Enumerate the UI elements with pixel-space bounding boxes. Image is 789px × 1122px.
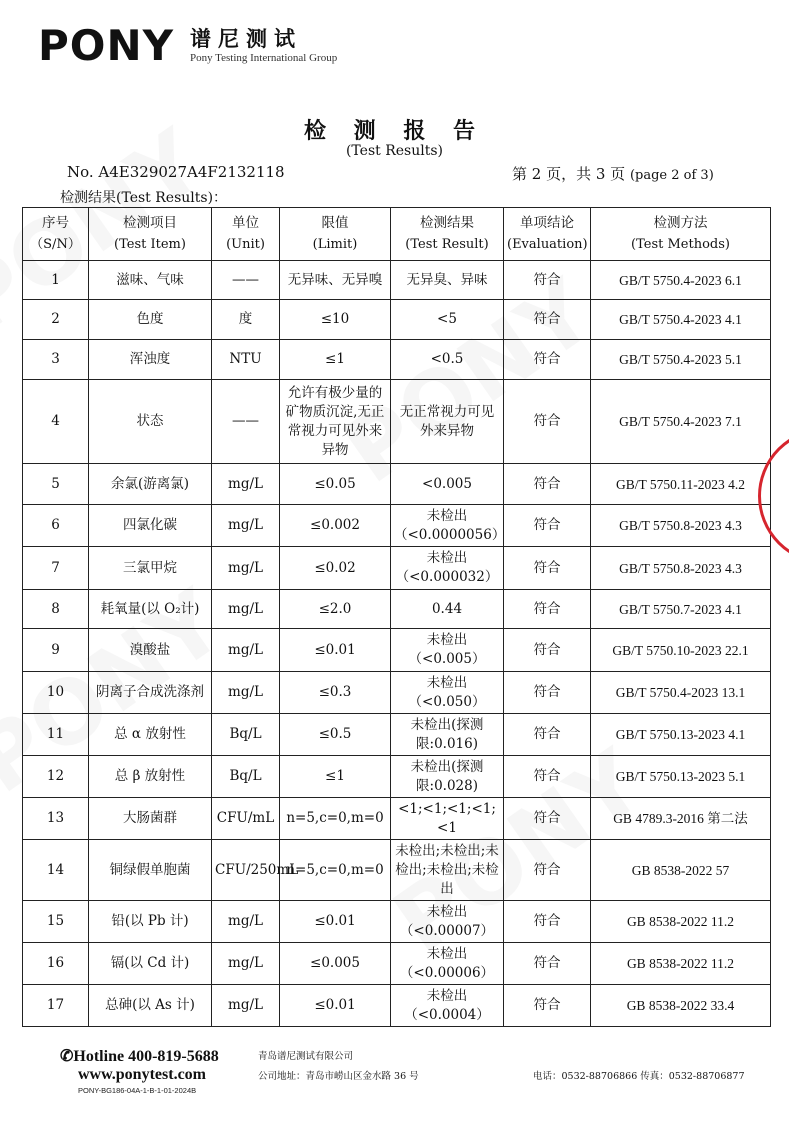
- cell-unit: CFU/250mL: [212, 840, 280, 901]
- cell-item: 状态: [89, 380, 212, 464]
- cell-item: 滋味、气味: [89, 261, 212, 300]
- cell-item: 余氯(游离氯): [89, 464, 212, 505]
- footer-phone: 电话：0532-88706866 传真：0532-88706877: [533, 1071, 745, 1082]
- cell-method: GB/T 5750.7-2023 4.1: [591, 590, 771, 629]
- footer-address: 公司地址：青岛市崂山区金水路 36 号: [258, 1071, 419, 1082]
- table-row: [23, 714, 771, 756]
- cell-item: 溴酸盐: [89, 629, 212, 672]
- table-row: [23, 901, 771, 943]
- table-row: [23, 840, 771, 901]
- cell-limit: 无异味、无异嗅: [280, 261, 391, 300]
- cell-limit: ≤0.05: [280, 464, 391, 505]
- cell-unit: mg/L: [212, 985, 280, 1027]
- cell-evaluation: 符合: [504, 714, 591, 756]
- cell-sn: 15: [23, 901, 89, 943]
- cell-sn: 3: [23, 340, 89, 380]
- cell-limit: ≤0.01: [280, 985, 391, 1027]
- cell-method: GB/T 5750.13-2023 5.1: [591, 756, 771, 798]
- cell-unit: mg/L: [212, 464, 280, 505]
- cell-item: 浑浊度: [89, 340, 212, 380]
- cell-sn: 12: [23, 756, 89, 798]
- cell-result: 未检出 （<0.050）: [391, 672, 504, 714]
- cell-unit: CFU/mL: [212, 798, 280, 840]
- cell-sn: 14: [23, 840, 89, 901]
- cell-method: GB 8538-2022 57: [591, 840, 771, 901]
- cell-unit: 度: [212, 300, 280, 340]
- cell-item: 大肠菌群: [89, 798, 212, 840]
- cell-unit: Bq/L: [212, 756, 280, 798]
- cell-item: 铜绿假单胞菌: [89, 840, 212, 901]
- cell-result: <0.005: [391, 464, 504, 505]
- cell-evaluation: 符合: [504, 629, 591, 672]
- cell-sn: 16: [23, 943, 89, 985]
- cell-limit: ≤2.0: [280, 590, 391, 629]
- header-sn: 序号 （S/N）: [23, 208, 89, 261]
- table-row: [23, 464, 771, 505]
- cell-evaluation: 符合: [504, 505, 591, 547]
- cell-sn: 5: [23, 464, 89, 505]
- cell-unit: mg/L: [212, 505, 280, 547]
- cell-sn: 8: [23, 590, 89, 629]
- cell-result: 无正常视力可见外来异物: [391, 380, 504, 464]
- cell-evaluation: 符合: [504, 380, 591, 464]
- cell-limit: n=5,c=0,m=0: [280, 798, 391, 840]
- cell-sn: 1: [23, 261, 89, 300]
- website-link[interactable]: www.ponytest.com: [78, 1066, 206, 1083]
- cell-unit: NTU: [212, 340, 280, 380]
- cell-unit: Bq/L: [212, 714, 280, 756]
- cell-limit: ≤0.005: [280, 943, 391, 985]
- cell-unit: mg/L: [212, 629, 280, 672]
- cell-evaluation: 符合: [504, 464, 591, 505]
- hotline: ✆Hotline 400-819-5688: [60, 1048, 219, 1065]
- table-row: [23, 261, 771, 300]
- cell-result: 未检出 （<0.00007）: [391, 901, 504, 943]
- table-row: [23, 629, 771, 672]
- page-indicator-cn: 第 2 页，共 3 页: [512, 165, 626, 183]
- cell-limit: ≤0.01: [280, 629, 391, 672]
- cell-method: GB/T 5750.4-2023 6.1: [591, 261, 771, 300]
- cell-sn: 9: [23, 629, 89, 672]
- cell-method: GB 8538-2022 33.4: [591, 985, 771, 1027]
- logo-company-en: Pony Testing International Group: [190, 52, 338, 64]
- cell-evaluation: 符合: [504, 261, 591, 300]
- cell-limit: ≤10: [280, 300, 391, 340]
- table-row: [23, 380, 771, 464]
- cell-limit: ≤0.002: [280, 505, 391, 547]
- cell-limit: ≤0.5: [280, 714, 391, 756]
- cell-unit: mg/L: [212, 547, 280, 590]
- cell-result: <5: [391, 300, 504, 340]
- cell-method: GB/T 5750.4-2023 4.1: [591, 300, 771, 340]
- report-title: 检 测 报 告: [304, 119, 485, 144]
- cell-sn: 2: [23, 300, 89, 340]
- table-row: [23, 756, 771, 798]
- cell-item: 四氯化碳: [89, 505, 212, 547]
- cell-item: 铅(以 Pb 计): [89, 901, 212, 943]
- cell-evaluation: 符合: [504, 756, 591, 798]
- cell-item: 总砷(以 As 计): [89, 985, 212, 1027]
- cell-evaluation: 符合: [504, 300, 591, 340]
- page-indicator-en: (page 2 of 3): [629, 168, 714, 183]
- cell-result: <1;<1;<1;<1;<1: [391, 798, 504, 840]
- cell-sn: 13: [23, 798, 89, 840]
- cell-limit: ≤0.02: [280, 547, 391, 590]
- report-subtitle: (Test Results): [345, 143, 444, 159]
- results-table: [22, 207, 771, 1027]
- cell-item: 镉(以 Cd 计): [89, 943, 212, 985]
- cell-result: 未检出 （<0.000032）: [391, 547, 504, 590]
- cell-result: 未检出 （<0.0000056）: [391, 505, 504, 547]
- cell-result: 0.44: [391, 590, 504, 629]
- cell-result: 无异臭、异味: [391, 261, 504, 300]
- section-caption: 检测结果(Test Results)：: [60, 190, 228, 206]
- header-result: 检测结果 (Test Result): [391, 208, 504, 261]
- cell-limit: ≤1: [280, 340, 391, 380]
- cell-result: 未检出 （<0.00006）: [391, 943, 504, 985]
- cell-item: 色度: [89, 300, 212, 340]
- table-row: [23, 672, 771, 714]
- cell-evaluation: 符合: [504, 901, 591, 943]
- cell-unit: mg/L: [212, 901, 280, 943]
- cell-limit: 允许有极少量的矿物质沉淀,无正常视力可见外来异物: [280, 380, 391, 464]
- cell-sn: 7: [23, 547, 89, 590]
- cell-evaluation: 符合: [504, 340, 591, 380]
- cell-method: GB/T 5750.11-2023 4.2: [591, 464, 771, 505]
- cell-result: 未检出(探测限:0.016): [391, 714, 504, 756]
- cell-sn: 17: [23, 985, 89, 1027]
- cell-evaluation: 符合: [504, 798, 591, 840]
- cell-method: GB 8538-2022 11.2: [591, 943, 771, 985]
- cell-item: 阴离子合成洗涤剂: [89, 672, 212, 714]
- cell-item: 三氯甲烷: [89, 547, 212, 590]
- page-indicator: [512, 163, 714, 184]
- cell-evaluation: 符合: [504, 547, 591, 590]
- cell-evaluation: 符合: [504, 590, 591, 629]
- cell-evaluation: 符合: [504, 840, 591, 901]
- page-footer: [0, 1040, 789, 1120]
- footer-company: 青岛谱尼测试有限公司: [258, 1051, 354, 1062]
- cell-method: GB/T 5750.8-2023 4.3: [591, 505, 771, 547]
- cell-unit: ——: [212, 261, 280, 300]
- cell-item: 总 β 放射性: [89, 756, 212, 798]
- report-number: No. A4E329027A4F2132118: [67, 163, 285, 181]
- cell-method: GB/T 5750.13-2023 4.1: [591, 714, 771, 756]
- cell-result: 未检出;未检出;未检出;未检出;未检出: [391, 840, 504, 901]
- cell-result: <0.5: [391, 340, 504, 380]
- cell-item: 耗氧量(以 O₂计): [89, 590, 212, 629]
- table-header-row: [23, 208, 771, 261]
- cell-evaluation: 符合: [504, 943, 591, 985]
- cell-unit: mg/L: [212, 943, 280, 985]
- header-limit: 限值 (Limit): [280, 208, 391, 261]
- cell-result: 未检出(探测限:0.028): [391, 756, 504, 798]
- cell-sn: 10: [23, 672, 89, 714]
- cell-limit: ≤0.01: [280, 901, 391, 943]
- cell-limit: ≤0.3: [280, 672, 391, 714]
- cell-unit: mg/L: [212, 672, 280, 714]
- header-method: 检测方法 (Test Methods): [591, 208, 771, 261]
- cell-sn: 11: [23, 714, 89, 756]
- cell-method: GB/T 5750.8-2023 4.3: [591, 547, 771, 590]
- cell-method: GB 4789.3-2016 第二法: [591, 798, 771, 840]
- cell-method: GB/T 5750.4-2023 5.1: [591, 340, 771, 380]
- logo-wordmark: PONY: [38, 21, 175, 70]
- cell-limit: ≤1: [280, 756, 391, 798]
- cell-method: GB/T 5750.4-2023 13.1: [591, 672, 771, 714]
- header-item: 检测项目 (Test Item): [89, 208, 212, 261]
- cell-limit: n=5,c=0,m=0: [280, 840, 391, 901]
- header-evaluation: 单项结论 (Evaluation): [504, 208, 591, 261]
- cell-result: 未检出 （<0.005）: [391, 629, 504, 672]
- table-row: [23, 547, 771, 590]
- table-row: [23, 590, 771, 629]
- header-unit: 单位 (Unit): [212, 208, 280, 261]
- cell-method: GB 8538-2022 11.2: [591, 901, 771, 943]
- table-row: [23, 300, 771, 340]
- table-row: [23, 505, 771, 547]
- cell-evaluation: 符合: [504, 985, 591, 1027]
- logo-company-cn: 谱尼测试: [190, 27, 302, 51]
- cell-unit: mg/L: [212, 590, 280, 629]
- document-code: PONY-BG186-04A-1-B-1-01-2024B: [78, 1086, 197, 1095]
- company-logo: [38, 21, 358, 70]
- cell-item: 总 α 放射性: [89, 714, 212, 756]
- cell-unit: ——: [212, 380, 280, 464]
- table-row: [23, 340, 771, 380]
- cell-result: 未检出 （<0.0004）: [391, 985, 504, 1027]
- table-row: [23, 943, 771, 985]
- cell-method: GB/T 5750.10-2023 22.1: [591, 629, 771, 672]
- table-row: [23, 798, 771, 840]
- cell-sn: 4: [23, 380, 89, 464]
- cell-method: GB/T 5750.4-2023 7.1: [591, 380, 771, 464]
- cell-evaluation: 符合: [504, 672, 591, 714]
- table-row: [23, 985, 771, 1027]
- cell-sn: 6: [23, 505, 89, 547]
